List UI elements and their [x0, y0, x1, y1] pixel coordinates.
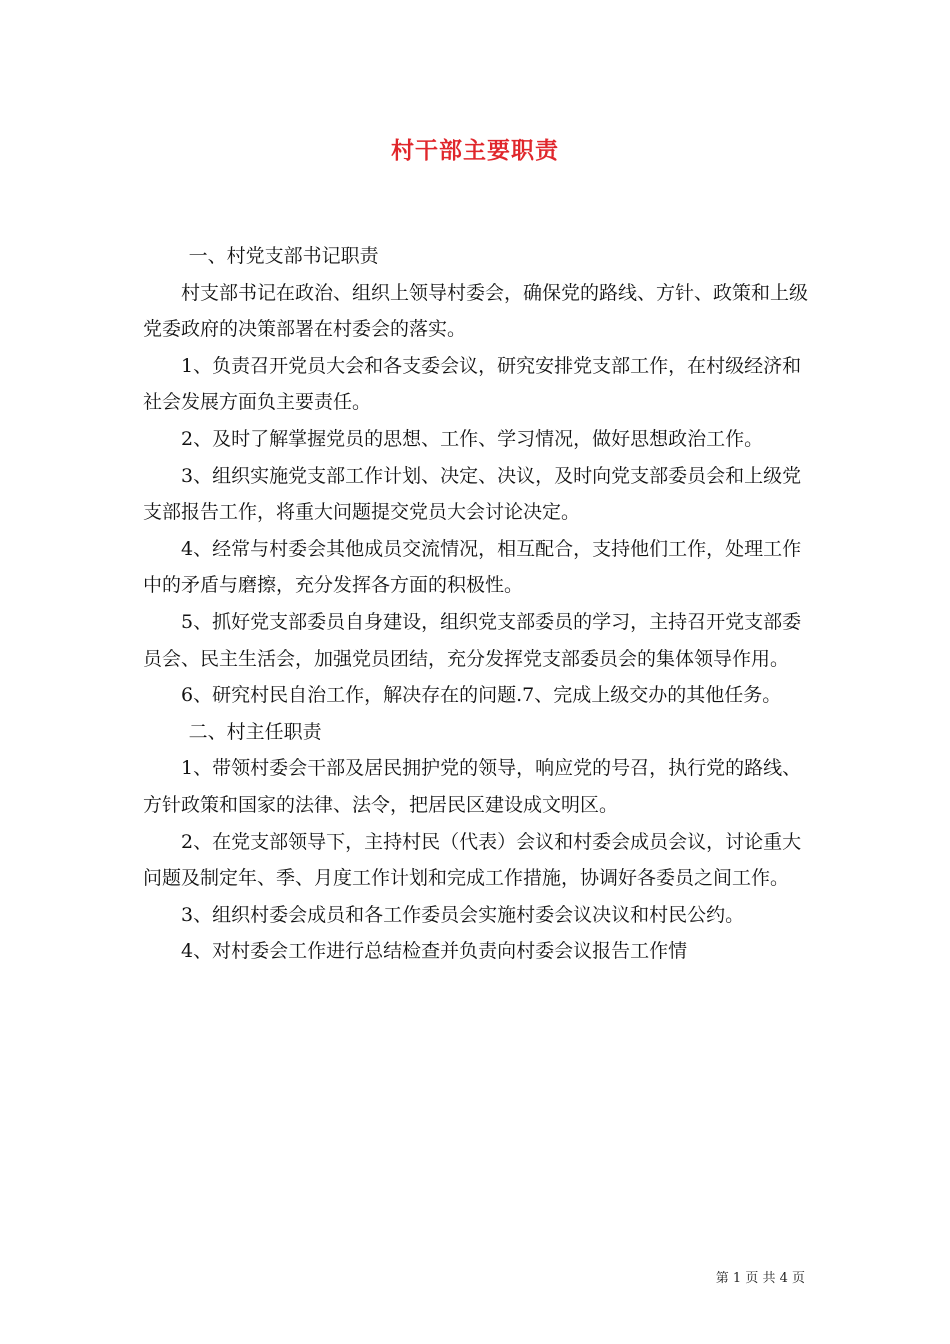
paragraph: 4、对村委会工作进行总结检查并负责向村委会议报告工作情	[181, 940, 688, 963]
section-heading-village-director: 二、村主任职责	[188, 720, 322, 743]
paragraph: 1、负责召开党员大会和各支委会议，研究安排党支部工作，在村级经济和社会发展方面负主要责任。	[143, 354, 802, 414]
paragraph: 3、组织实施党支部工作计划、决定、决议，及时向党支部委员会和上级党支部报告工作，将重大问题提交党员大会讨论决定。	[143, 464, 802, 524]
page-number: 第 1 页 共 4 页	[715, 1271, 805, 1286]
paragraph: 2、及时了解掌握党员的思想、工作、学习情况，做好思想政治工作。	[181, 427, 764, 450]
paragraph: 3、组织村委会成员和各工作委员会实施村委会议决议和村民公约。	[181, 903, 745, 926]
paragraph: 6、研究村民自治工作，解决存在的问题.7、完成上级交办的其他任务。	[181, 684, 782, 707]
section-heading-party-secretary: 一、村党支部书记职责	[188, 245, 379, 267]
paragraph: 2、在党支部领导下，主持村民（代表）会议和村委会成员会议，讨论重大问题及制定年、季、月度工作计划和完成工作措施，协调好各委员之间工作。	[143, 830, 802, 890]
paragraph: 1、带领村委会干部及居民拥护党的领导，响应党的号召，执行党的路线、方针政策和国家的法律、法令，把居民区建设成文明区。	[143, 757, 802, 816]
paragraph: 5、抓好党支部委员自身建设，组织党支部委员的学习，主持召开党支部委员会、民主生活会，加强党员团结，充分发挥党支部委员会的集体领导作用。	[143, 610, 802, 670]
document-title: 村干部主要职责	[391, 137, 559, 164]
paragraph: 村支部书记在政治、组织上领导村委会，确保党的路线、方针、政策和上级党委政府的决策部署在村委会的落实。	[143, 281, 809, 341]
paragraph: 4、经常与村委会其他成员交流情况，相互配合，支持他们工作，处理工作中的矛盾与磨擦，充分发挥各方面的积极性。	[143, 537, 802, 597]
document-body	[143, 238, 811, 970]
